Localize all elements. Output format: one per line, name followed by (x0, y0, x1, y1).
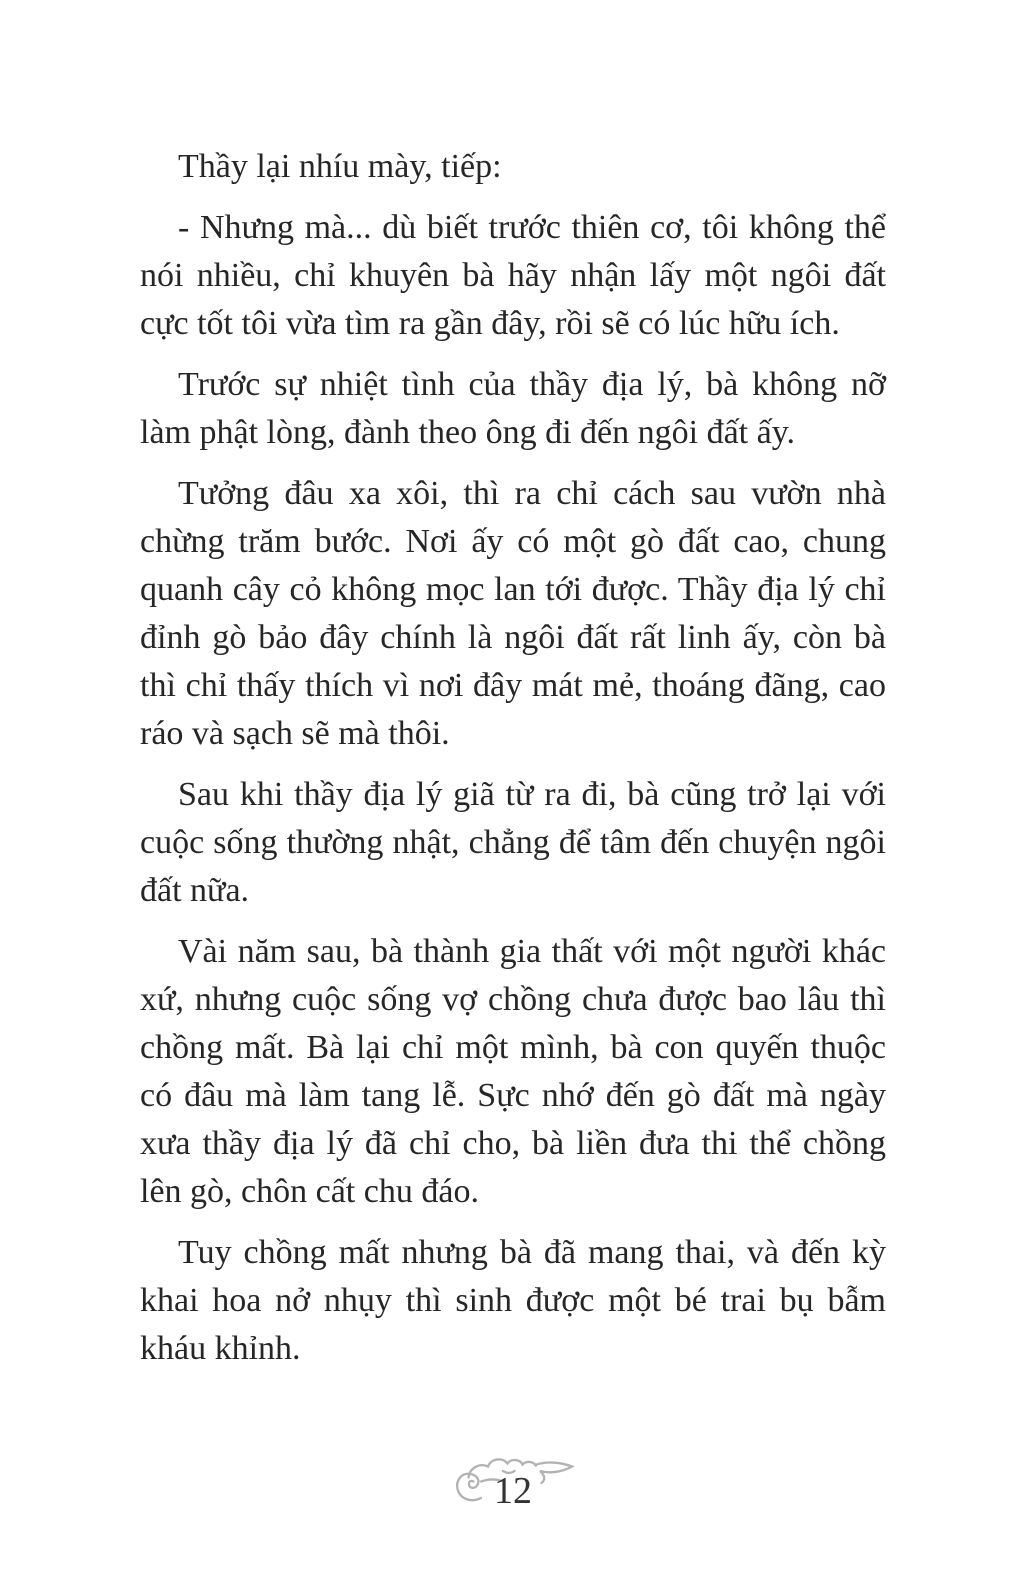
paragraph: Thầy lại nhíu mày, tiếp: (178, 148, 502, 185)
paragraph: Vài năm sau, bà thành gia thất với một người khác xứ, nhưng cuộc sống vợ chồng chưa được bao lâu thì chồng mất. Bà lại chỉ một mình, bà con quyến thuộc có đâu mà làm tang lễ. Sực nhớ đến gò đất mà ngày xưa thầy địa lý đã chỉ cho, bà liền đưa thi thể chồng lên gò, chôn cất chu đáo. (140, 933, 886, 1210)
page-footer (0, 1445, 1024, 1535)
body-text (140, 143, 886, 1386)
paragraph: Tưởng đâu xa xôi, thì ra chỉ cách sau vườn nhà chừng trăm bước. Nơi ấy có một gò đất cao, chung quanh cây cỏ không mọc lan tới được. Thầy địa lý chỉ đỉnh gò bảo đây chính là ngôi đất rất linh ấy, còn bà thì chỉ thấy thích vì nơi đây mát mẻ, thoáng đãng, cao ráo và sạch sẽ mà thôi. (140, 475, 886, 752)
page-number: 12 (494, 1470, 532, 1512)
paragraph: Tuy chồng mất nhưng bà đã mang thai, và đến kỳ khai hoa nở nhụy thì sinh được một bé trai bụ bẫm kháu khỉnh. (140, 1234, 886, 1367)
paragraph: Sau khi thầy địa lý giã từ ra đi, bà cũng trở lại với cuộc sống thường nhật, chẳng để tâm đến chuyện ngôi đất nữa. (140, 776, 886, 909)
paragraph: - Nhưng mà... dù biết trước thiên cơ, tôi không thể nói nhiều, chỉ khuyên bà hãy nhận lấy một ngôi đất cực tốt tôi vừa tìm ra gần đây, rồi sẽ có lúc hữu ích. (140, 209, 886, 342)
paragraph: Trước sự nhiệt tình của thầy địa lý, bà không nỡ làm phật lòng, đành theo ông đi đến ngôi đất ấy. (140, 366, 886, 451)
